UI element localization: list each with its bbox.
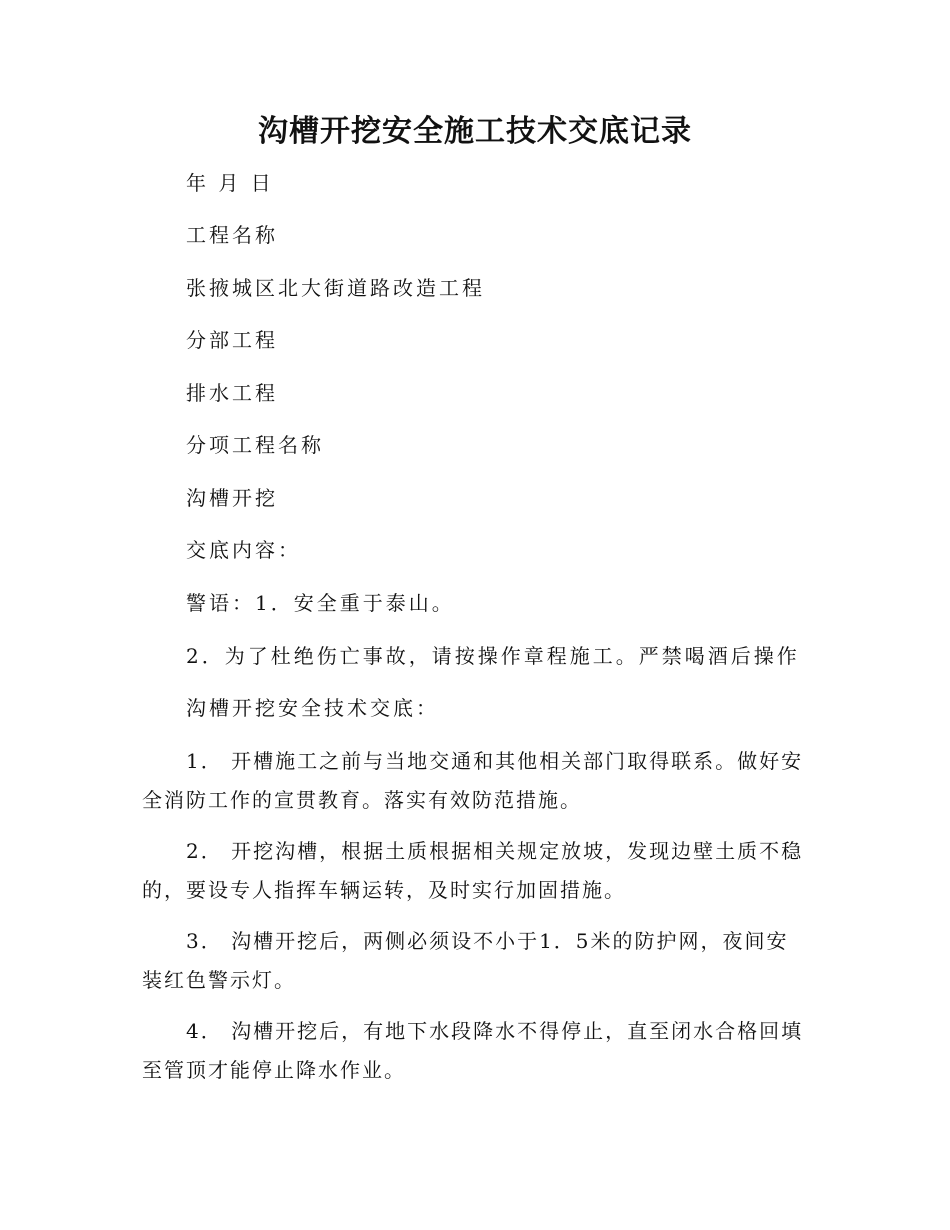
- section-heading: 沟槽开挖安全技术交底：: [186, 696, 439, 720]
- document-title: 沟槽开挖安全施工技术交底记录: [258, 114, 692, 149]
- warning-line-1: 警语：1．安全重于泰山。: [186, 591, 455, 615]
- subitem-value: 沟槽开挖: [186, 486, 278, 510]
- subitem-label: 分项工程名称: [186, 433, 324, 457]
- division-value: 排水工程: [186, 381, 278, 405]
- division-label: 分部工程: [186, 328, 278, 352]
- list-item: 2． 开挖沟槽，根据土质根据相关规定放坡，发现边壁土质不稳的，要设专人指挥车辆运转，及时实行加固措施。: [142, 839, 804, 902]
- list-item: 1． 开槽施工之前与当地交通和其他相关部门取得联系。做好安全消防工作的宣贯教育。落实有效防范措施。: [142, 749, 804, 812]
- warning-line-2: 2．为了杜绝伤亡事故，请按操作章程施工。严禁喝酒后操作: [186, 644, 800, 668]
- list-item: 4． 沟槽开挖后，有地下水段降水不得停止，直至闭水合格回填至管顶才能停止降水作业。: [142, 1019, 804, 1082]
- date-line: 年 月 日: [186, 171, 274, 195]
- project-name-label: 工程名称: [186, 223, 278, 247]
- project-name: 张掖城区北大街道路改造工程: [186, 276, 485, 300]
- content-label: 交底内容：: [186, 538, 301, 562]
- list-item: 3． 沟槽开挖后，两侧必须设不小于1．5米的防护网，夜间安装红色警示灯。: [142, 929, 789, 992]
